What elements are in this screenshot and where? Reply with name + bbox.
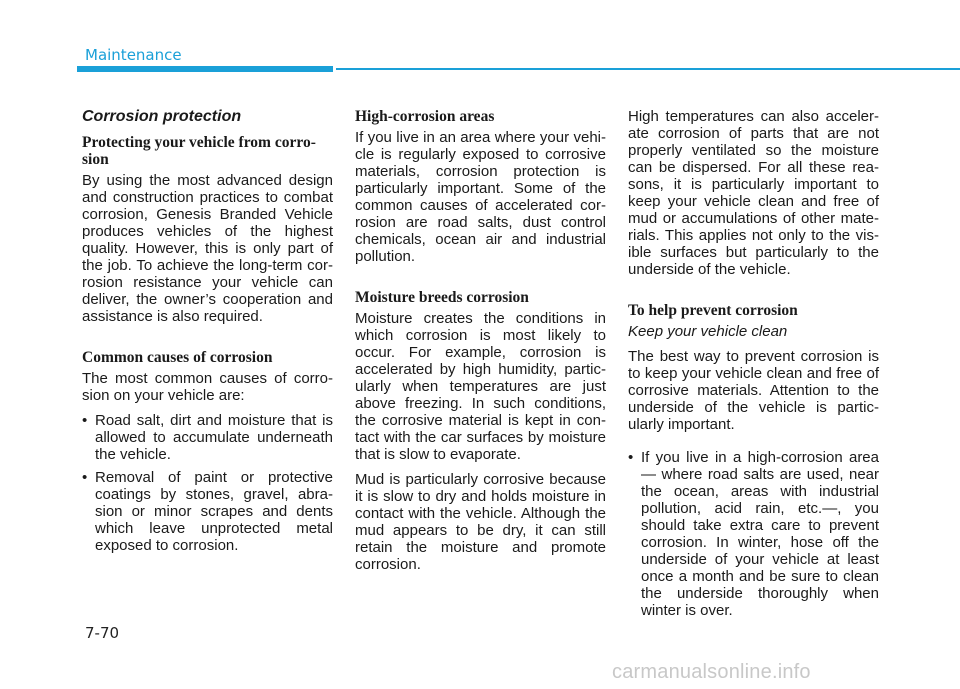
subheading-keep-clean: Keep your vehicle clean	[628, 323, 788, 340]
watermark: carmanualsonline.info	[612, 661, 811, 683]
heading-protecting-vehicle: Protecting your vehicle from corro-sion	[82, 134, 316, 168]
header-rule-thin	[336, 68, 960, 70]
paragraph: High temperatures can also acceler-ate corrosion of parts that are not properly ventilated so the moisture can be dispersed. For all these rea-sons, it is particularly important to keep your vehicle clean and free of mud or accumulations of other mate-rials. This applies not only to the vis-ible surfaces but particularly to the underside of the vehicle.	[628, 108, 879, 278]
paragraph: Moisture creates the conditions in which corrosion is most likely to occur. For example, corrosion is accelerated by high humidity, partic-ularly when temperatures are just above freezing. In such conditions, the corrosive material is kept in con-tact with the car surfaces by moisture that is slow to evaporate.	[355, 310, 606, 463]
paragraph: The most common causes of corro-sion on your vehicle are:	[82, 370, 333, 404]
paragraph: By using the most advanced design and construction practices to combat corrosion, Genesis Branded Vehicle produces vehicles of the highest quality. However, this is only part of the job. To achieve the long-term cor-rosion resistance your vehicle can deliver, the owner’s cooperation and assistance is also required.	[82, 172, 333, 325]
bullet-list	[82, 412, 333, 554]
heading-common-causes: Common causes of corrosion	[82, 349, 273, 366]
paragraph: The best way to prevent corrosion is to keep your vehicle clean and free of corrosive materials. Attention to the underside of the vehicle is partic-ularly important.	[628, 348, 879, 433]
list-item: • Removal of paint or protective coatings by stones, gravel, abra-sion or minor scrapes and dents which leave unprotected metal exposed to corrosion.	[82, 469, 333, 554]
column-1	[82, 108, 333, 560]
column-3	[628, 108, 879, 625]
header-rule-thick	[77, 66, 333, 72]
heading-prevent-corrosion: To help prevent corrosion	[628, 302, 798, 319]
list-item: • Road salt, dirt and moisture that is allowed to accumulate underneath the vehicle.	[82, 412, 333, 463]
heading-moisture-breeds-corrosion: Moisture breeds corrosion	[355, 289, 529, 306]
section-title: Maintenance	[85, 46, 182, 64]
list-item: • If you live in a high-corrosion area — where road salts are used, near the ocean, areas with industrial pollution, acid rain, etc.—, you should take extra care to prevent corrosion. In winter, hose off the underside of your vehicle at least once a month and be sure to clean the underside thoroughly when winter is over.	[628, 449, 879, 619]
heading-high-corrosion-areas: High-corrosion areas	[355, 108, 495, 125]
paragraph: Mud is particularly corrosive because it is slow to dry and holds moisture in contact with the vehicle. Although the mud appears to be dry, it can still retain the moisture and promote corrosion.	[355, 471, 606, 573]
page-heading: Corrosion protection	[82, 108, 242, 125]
paragraph: If you live in an area where your vehi-cle is regularly exposed to corrosive materials, corrosion protection is particularly important. Some of the common causes of accelerated cor-rosion are road salts, dust control chemicals, ocean air and industrial pollution.	[355, 129, 606, 265]
page-number: 7-70	[85, 624, 120, 642]
bullet-list	[628, 449, 879, 619]
column-2	[355, 108, 606, 581]
